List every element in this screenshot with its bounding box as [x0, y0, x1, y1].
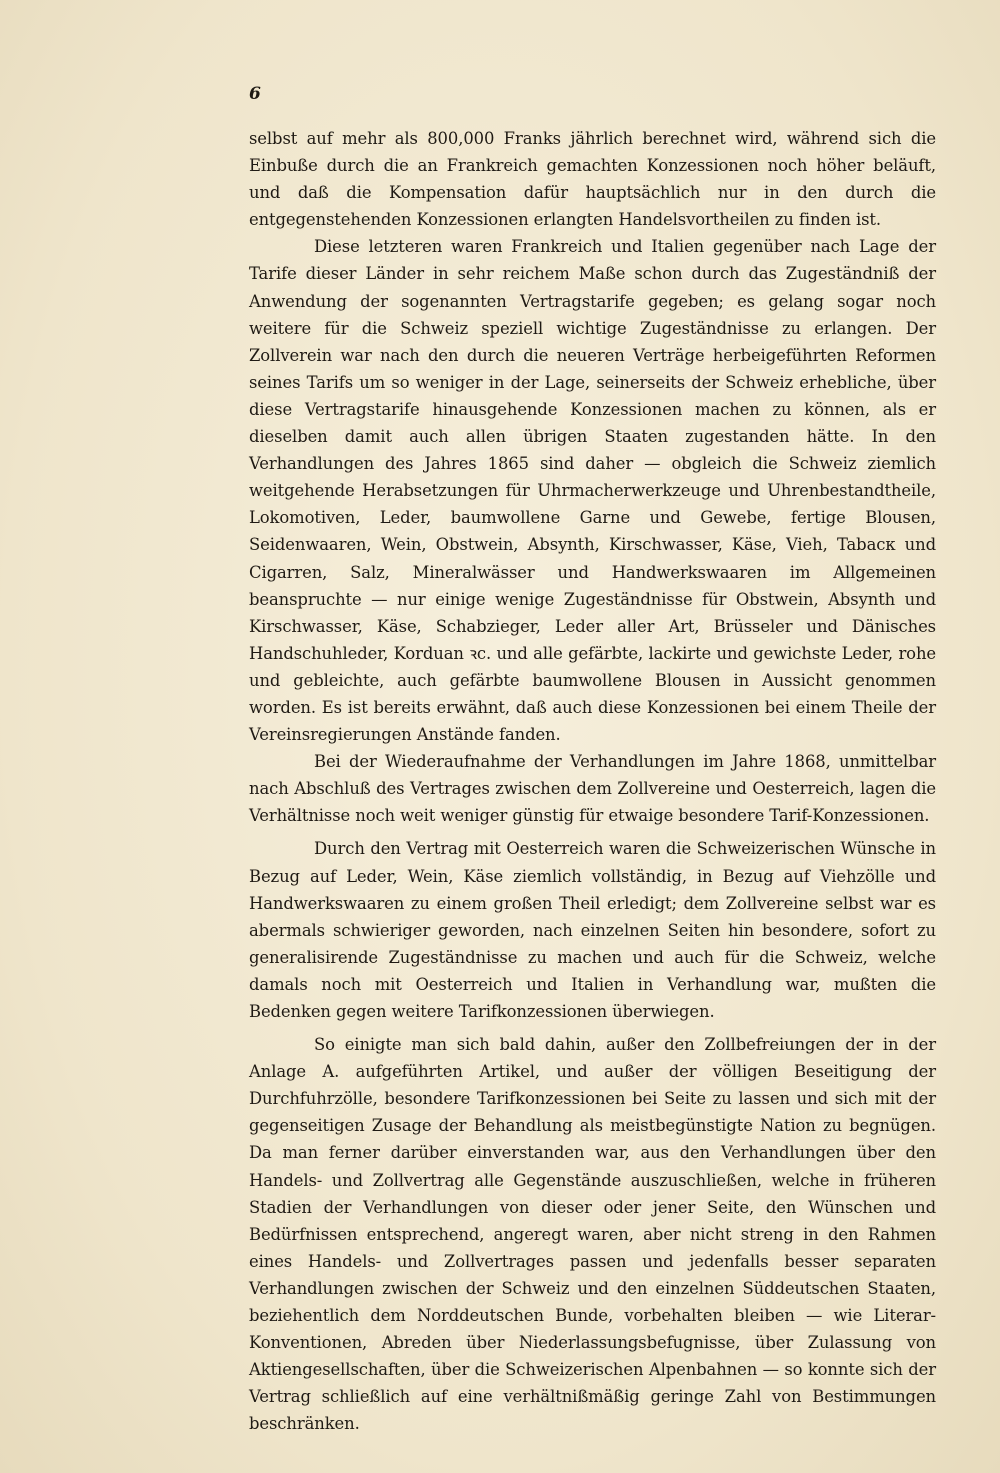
page-number: 6 [249, 84, 261, 104]
paragraph-2: Diese letzteren waren Frankreich und Italien gegenüber nach Lage der Tarife dieser Länder in sehr reichem Maße schon durch das Zugeständniß der Anwendung der sogenannten Vertragstarife gegeben; es gelang sogar noch weitere für die Schweiz speziell wichtige Zugeständnisse zu erlangen. Der Zollverein war nach den durch die neueren Verträge herbeigeführten Reformen seines Tarifs um so weniger in der Lage, seinerseits der Schweiz erhebliche, über diese Vertragstarife hinausgehende Konzessionen machen zu können, als er dieselben damit auch allen übrigen Staaten zugestanden hätte. In den Verhandlungen des Jahres 1865 sind daher — obgleich die Schweiz ziemlich weitgehende Herabsetzungen für Uhrmacherwerkzeuge und Uhrenbestandtheile, Lokomotiven, Leder, baumwollene Garne und Gewebe, fertige Blousen, Seidenwaaren, Wein, Obstwein, Absynth, Kirschwasser, Käse, Vieh, Tabacк und Cigarren, Salz, Mineralwässer und Handwerkswaaren im Allgemeinen beanspruchte — nur einige wenige Zugeständnisse für Obstwein, Absynth und Kirschwasser, Käse, Schabziеger, Leder aller Art, Brüsseler und Dänisches Handschuhleder, Korduan ꝛc. und alle gefärbte, lackirte und gewichste Leder, rohe und gebleichte, auch gefärbte baumwollene Blousen in Aussicht genommen worden. Es ist bereits erwähnt, daß auch diese Konzessionen bei einem Theile der Vereinsregierungen Anstände fanden. [249, 237, 936, 745]
body-text [249, 125, 936, 1438]
paragraph-5: So einigte man sich bald dahin, außer den Zollbefreiungen der in der Anlage A. aufgeführten Artikel, und außer der völligen Beseitigung der Durchfuhrzölle, besondere Tarifkonzessionen bei Seite zu lassen und sich mit der gegenseitigen Zusage der Behandlung als meistbegünstigte Nation zu begnügen. Da man ferner darüber einverstanden war, aus den Verhandlungen über den Handels- und Zollvertrag alle Gegenstände auszuschließen, welche in früheren Stadien der Verhandlungen von dieser oder jener Seite, den Wünschen und Bedürfnissen entsprechend, angeregt waren, aber nicht streng in den Rahmen eines Handels- und Zollvertrages passen und jedenfalls besser separaten Verhandlungen zwischen der Schweiz und den einzelnen Süddeutschen Staaten, beziehentlich dem Norddeutschen Bunde, vorbehalten bleiben — wie Literar-Konventionen, Abreden über Niederlassungsbefugnisse, über Zulassung von Aktiengesellschaften, über die Schweizerischen Alpenbahnen — so konnte sich der Vertrag schließlich auf eine verhältnißmäßig geringe Zahl von Bestimmungen beschränken. [249, 1035, 936, 1434]
paragraph-3: Bei der Wiederaufnahme der Verhandlungen im Jahre 1868, unmittelbar nach Abschluß des Vertrages zwischen dem Zollvereine und Oesterreich, lagen die Verhältnisse noch weit weniger günstig für etwaige besondere Tarif-Konzessionen. [249, 752, 936, 826]
paragraph-1: selbst auf mehr als 800,000 Franks jährlich berechnet wird, während sich die Einbuße durch die an Frankreich gemachten Konzessionen noch höher beläuft, und daß die Kompensation dafür hauptsächlich nur in den durch die entgegenstehenden Konzessionen erlangten Handelsvortheilen zu finden ist. [249, 129, 936, 230]
paragraph-4: Durch den Vertrag mit Oesterreich waren die Schweizerischen Wünsche in Bezug auf Leder, Wein, Käse ziemlich vollständig, in Bezug auf Viehzölle und Handwerkswaaren zu einem großen Theil erledigt; dem Zollvereine selbst war es abermals schwieriger geworden, nach einzelnen Seiten hin besondere, sofort zu generalisirende Zugeständnisse zu machen und auch für die Schweiz, welche damals noch mit Oesterreich und Italien in Verhandlung war, mußten die Bedenken gegen weitere Tarifkonzessionen überwiegen. [249, 839, 936, 1021]
